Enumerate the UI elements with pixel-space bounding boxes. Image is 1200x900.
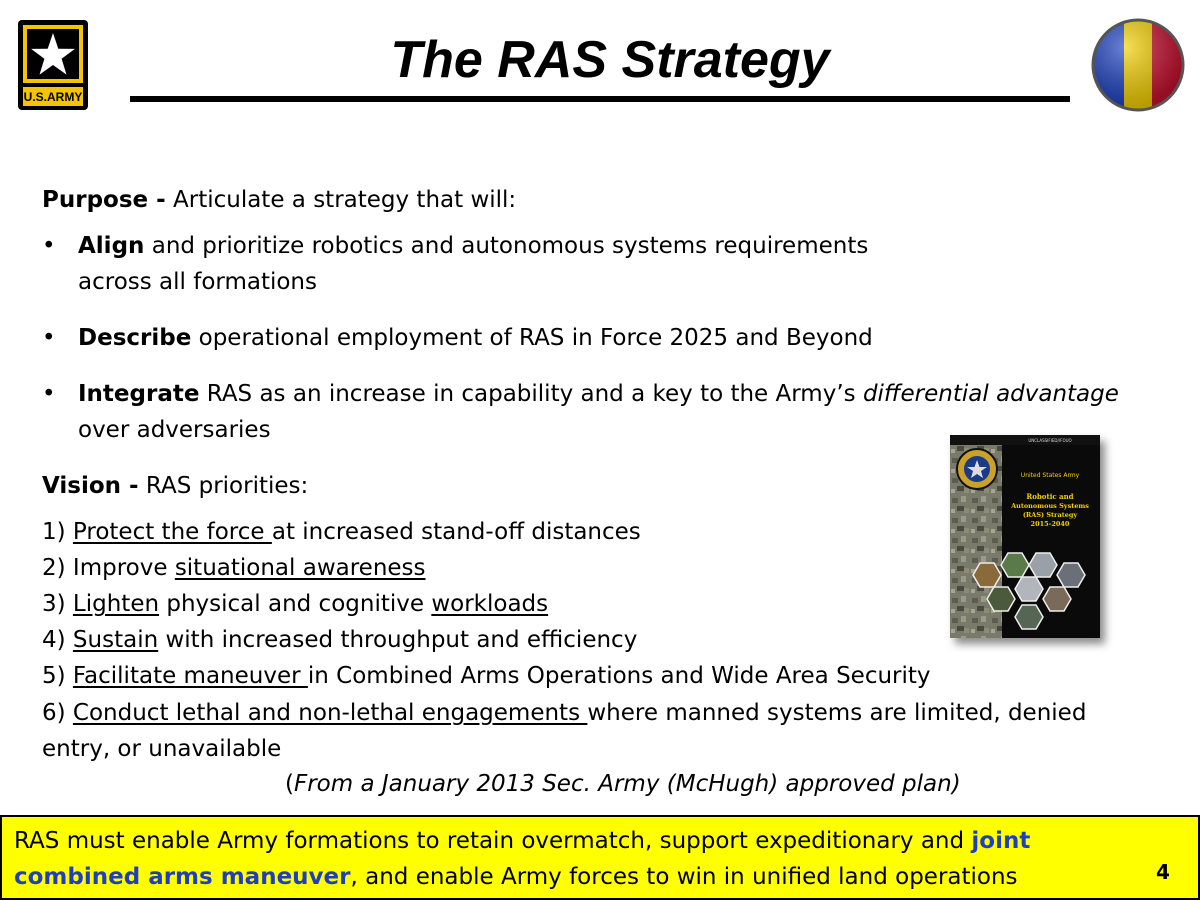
summary-line-2 <box>14 859 1018 895</box>
bullet-text: RAS as an increase in capability and a key to the Army’s <box>206 381 856 407</box>
vision-text: RAS priorities: <box>145 473 309 499</box>
bullet-bold: Describe <box>78 325 192 351</box>
item-text: at increased stand-off distances <box>271 519 641 545</box>
cover-header: UNCLASSIFIED//FOUO <box>1028 438 1072 443</box>
bullet-continuation: across all formations <box>78 269 317 295</box>
vision-item-2 <box>42 550 426 586</box>
strategy-cover-image <box>950 435 1100 638</box>
vision-item-4 <box>42 622 637 658</box>
summary-accent: joint <box>971 828 1031 854</box>
item-underlined: Facilitate maneuver <box>72 663 308 689</box>
army-logo-text: U.S.ARMY <box>23 90 83 104</box>
bullet-italic: differential advantage <box>862 381 1119 407</box>
bullet-dot: • <box>42 233 56 259</box>
purpose-text: Articulate a strategy that will: <box>173 187 517 213</box>
bullet-dot: • <box>42 381 56 407</box>
bullet-continuation: over adversaries <box>78 417 271 443</box>
item-underlined: Conduct lethal and non-lethal engagements <box>72 700 588 726</box>
citation-text: From a January 2013 Sec. Army (McHugh) approved plan) <box>293 771 961 797</box>
vision-line <box>42 468 308 504</box>
bullet-text: and prioritize robotics and autonomous systems requirements <box>151 233 869 259</box>
army-logo <box>18 20 88 110</box>
tradoc-badge-icon <box>1090 17 1186 113</box>
item-number: 4) <box>42 627 66 653</box>
summary-text: , and enable Army forces to win in unified land operations <box>350 864 1018 890</box>
cover-title-3: (RAS) Strategy <box>1022 511 1078 519</box>
cover-title-4: 2015-2040 <box>1030 520 1070 528</box>
citation-paren: ( <box>285 771 294 797</box>
item-text: Improve <box>72 555 175 581</box>
item-number: 5) <box>42 663 66 689</box>
citation <box>285 766 961 802</box>
page-title: The RAS Strategy <box>390 31 830 89</box>
tradoc-badge <box>1090 17 1186 113</box>
title-underline <box>130 96 1070 102</box>
item-underlined: Sustain <box>72 627 159 653</box>
bullet-dot: • <box>42 325 56 351</box>
bullet-bold: Align <box>78 233 145 259</box>
vision-item-6-continuation: entry, or unavailable <box>42 736 282 762</box>
cover-title-2: Autonomous Systems <box>1011 502 1089 510</box>
item-number: 6) <box>42 700 66 726</box>
summary-text: RAS must enable Army formations to retain overmatch, support expeditionary and <box>14 828 965 854</box>
purpose-bullet-integrate <box>78 376 1119 412</box>
item-underlined: Protect the force <box>72 519 272 545</box>
army-star-icon <box>18 20 88 110</box>
summary-box <box>0 815 1200 900</box>
bullet-bold: Integrate <box>78 381 200 407</box>
item-text: with increased throughput and efficiency <box>158 627 638 653</box>
page-number: 4 <box>1156 860 1170 884</box>
item-text: where manned systems are limited, denied <box>587 700 1087 726</box>
item-text: in Combined Arms Operations and Wide Area Security <box>307 663 931 689</box>
item-number: 1) <box>42 519 66 545</box>
item-underlined: workloads <box>431 591 549 617</box>
cover-title-1: Robotic and <box>1026 492 1074 501</box>
vision-item-5 <box>42 658 931 694</box>
cover-org: United States Army <box>1020 472 1080 479</box>
purpose-line <box>42 182 516 218</box>
item-underlined: Lighten <box>72 591 160 617</box>
item-text: physical and cognitive <box>159 591 432 617</box>
summary-accent: combined arms maneuver <box>14 864 351 890</box>
vision-item-6 <box>42 695 1086 731</box>
vision-label: Vision - <box>42 473 139 499</box>
vision-item-1 <box>42 514 641 550</box>
item-number: 2) <box>42 555 66 581</box>
bullet-text: operational employment of RAS in Force 2025 and Beyond <box>198 325 873 351</box>
item-underlined: situational awareness <box>174 555 426 581</box>
summary-line-1 <box>14 823 1030 859</box>
purpose-bullet-align <box>78 228 868 264</box>
strategy-document-icon <box>950 435 1100 638</box>
purpose-bullet-describe <box>78 320 873 356</box>
purpose-label: Purpose - <box>42 187 166 213</box>
item-number: 3) <box>42 591 66 617</box>
vision-item-3 <box>42 586 548 622</box>
